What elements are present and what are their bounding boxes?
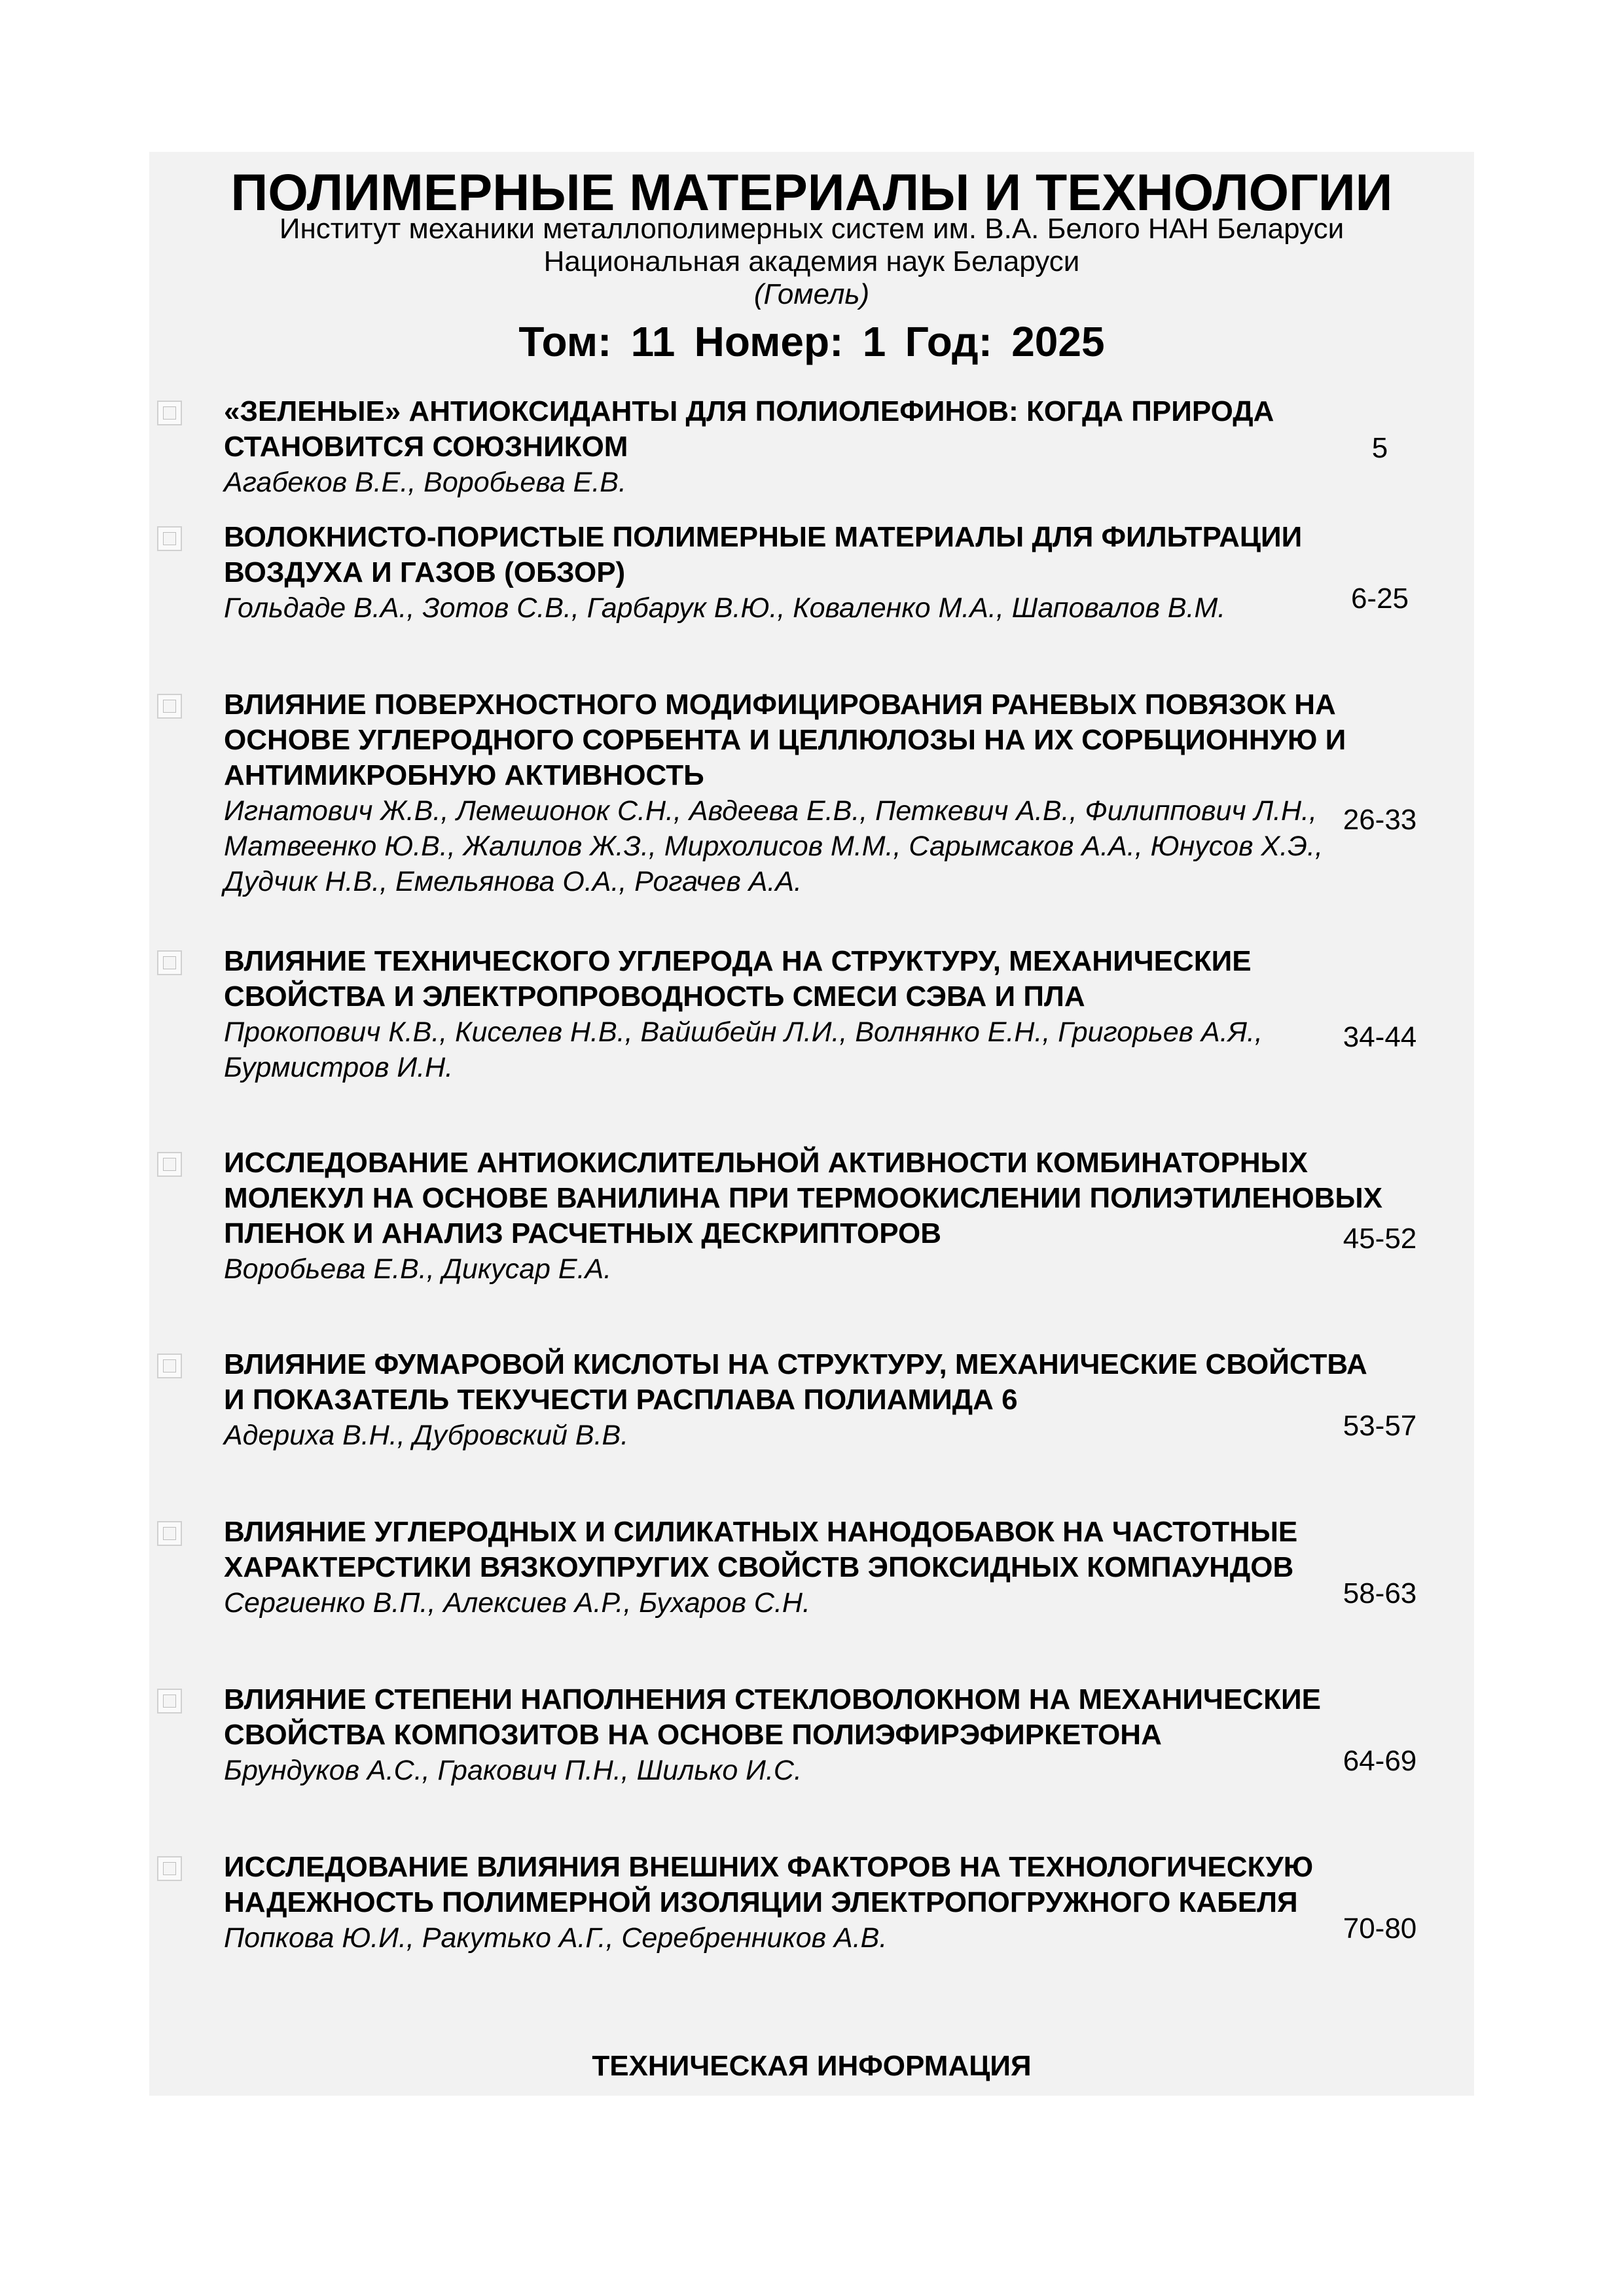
checkbox-icon (163, 1158, 176, 1171)
article-authors: Сергиенко В.П., Алексиев А.Р., Бухаров С.Н. (224, 1587, 810, 1619)
article-authors: Адериха В.Н., Дубровский В.В. (224, 1420, 629, 1451)
checkbox-icon (163, 406, 176, 420)
article-title[interactable]: ВЛИЯНИЕ ПОВЕРХНОСТНОГО МОДИФИЦИРОВАНИЯ РАНЕВЫХ ПОВЯЗОК НА ОСНОВЕ УГЛЕРОДНОГО СОРБЕНТА И ЦЕЛЛЮЛОЗЫ НА ИХ СОРБЦИОННУЮ И АНТИМИКРОБНУЮ АКТИВНОСТЬ (224, 689, 1346, 791)
article-authors: Прокопович К.В., Киселев Н.В., Вайшбейн Л.И., Волнянко Е.Н., Григорьев А.Я., Бурмистров И.Н. (224, 1016, 1263, 1083)
article-authors: Воробьева Е.В., Дикусар Е.А. (224, 1253, 612, 1285)
article-authors: Брундуков А.С., Гракович П.Н., Шилько И.С. (224, 1755, 802, 1786)
article-title[interactable]: ИССЛЕДОВАНИЕ АНТИОКИСЛИТЕЛЬНОЙ АКТИВНОСТИ КОМБИНАТОРНЫХ МОЛЕКУЛ НА ОСНОВЕ ВАНИЛИНА ПРИ ТЕРМООКИСЛЕНИИ ПОЛИЭТИЛЕНОВЫХ ПЛЕНОК И АНАЛИЗ РАСЧЕТНЫХ ДЕСКРИПТОРОВ (224, 1147, 1382, 1249)
article-title[interactable]: ВЛИЯНИЕ СТЕПЕНИ НАПОЛНЕНИЯ СТЕКЛОВОЛОКНОМ НА МЕХАНИЧЕСКИЕ СВОЙСТВА КОМПОЗИТОВ НА ОСНОВЕ ПОЛИЭФИРЭФИРКЕТОНА (224, 1683, 1321, 1751)
article-checkbox[interactable] (157, 1354, 182, 1378)
issue-line: Том: 11 Номер: 1 Год: 2025 (518, 318, 1105, 365)
article-pages: 6-25 (1350, 583, 1409, 615)
article-checkbox[interactable] (157, 1152, 182, 1177)
article-pages: 5 (1371, 432, 1388, 464)
article-checkbox[interactable] (157, 1521, 182, 1546)
journal-title: ПОЛИМЕРНЫЕ МАТЕРИАЛЫ И ТЕХНОЛОГИИ (230, 163, 1393, 221)
article-pages: 26-33 (1343, 804, 1417, 836)
checkbox-icon (163, 1527, 176, 1540)
article-checkbox[interactable] (157, 401, 182, 425)
contents-panel (149, 152, 1474, 2096)
article-pages: 53-57 (1343, 1410, 1417, 1442)
checkbox-icon (163, 956, 176, 969)
article-checkbox[interactable] (157, 526, 182, 551)
article-authors: Агабеков В.Е., Воробьева Е.В. (224, 467, 626, 498)
section-heading: ТЕХНИЧЕСКАЯ ИНФОРМАЦИЯ (592, 2050, 1032, 2082)
city-name: (Гомель) (753, 278, 870, 310)
article-checkbox[interactable] (157, 1689, 182, 1713)
institute-name: Институт механики металлополимерных систем им. В.А. Белого НАН Беларуси (279, 213, 1344, 245)
article-pages: 64-69 (1343, 1745, 1417, 1777)
checkbox-icon (163, 700, 176, 713)
article-authors: Гольдаде В.А., Зотов С.В., Гарбарук В.Ю., Коваленко М.А., Шаповалов В.М. (224, 592, 1226, 624)
article-authors: Попкова Ю.И., Ракутько А.Г., Серебренников А.В. (224, 1922, 888, 1954)
checkbox-icon (163, 1359, 176, 1372)
article-title[interactable]: ИССЛЕДОВАНИЕ ВЛИЯНИЯ ВНЕШНИХ ФАКТОРОВ НА ТЕХНОЛОГИЧЕСКУЮ НАДЕЖНОСТЬ ПОЛИМЕРНОЙ ИЗОЛЯЦИИ ЭЛЕКТРОПОГРУЖНОГО КАБЕЛЯ (224, 1851, 1314, 1918)
checkbox-icon (163, 1695, 176, 1708)
checkbox-icon (163, 1862, 176, 1875)
article-pages: 58-63 (1343, 1577, 1417, 1609)
academy-name: Национальная академия наук Беларуси (543, 245, 1080, 278)
article-pages: 70-80 (1343, 1912, 1417, 1945)
article-title[interactable]: ВЛИЯНИЕ УГЛЕРОДНЫХ И СИЛИКАТНЫХ НАНОДОБАВОК НА ЧАСТОТНЫЕ ХАРАКТЕРСТИКИ ВЯЗКОУПРУГИХ СВОЙСТВ ЭПОКСИДНЫХ КОМПАУНДОВ (224, 1516, 1298, 1583)
article-checkbox[interactable] (157, 950, 182, 975)
checkbox-icon (163, 532, 176, 545)
article-title[interactable]: ВЛИЯНИЕ ФУМАРОВОЙ КИСЛОТЫ НА СТРУКТУРУ, МЕХАНИЧЕСКИЕ СВОЙСТВА И ПОКАЗАТЕЛЬ ТЕКУЧЕСТИ РАСПЛАВА ПОЛИАМИДА 6 (224, 1348, 1367, 1416)
article-checkbox[interactable] (157, 1856, 182, 1881)
article-authors: Игнатович Ж.В., Лемешонок С.Н., Авдеева Е.В., Петкевич А.В., Филиппович Л.Н., Матвеенко Ю.В., Жалилов Ж.З., Мирхолисов М.М., Сарымсаков А.А., Юнусов Х.Э., Дудчик Н.В., Емельянова О.А., Рогачев А.А. (224, 795, 1323, 897)
article-pages: 45-52 (1343, 1223, 1417, 1255)
article-pages: 34-44 (1343, 1021, 1417, 1053)
article-title[interactable]: ВЛИЯНИЕ ТЕХНИЧЕСКОГО УГЛЕРОДА НА СТРУКТУРУ, МЕХАНИЧЕСКИЕ СВОЙСТВА И ЭЛЕКТРОПРОВОДНОСТЬ СМЕСИ СЭВА И ПЛА (224, 945, 1252, 1013)
article-title[interactable]: «ЗЕЛЕНЫЕ» АНТИОКСИДАНТЫ ДЛЯ ПОЛИОЛЕФИНОВ: КОГДА ПРИРОДА СТАНОВИТСЯ СОЮЗНИКОМ (224, 395, 1274, 463)
article-title[interactable]: ВОЛОКНИСТО-ПОРИСТЫЕ ПОЛИМЕРНЫЕ МАТЕРИАЛЫ ДЛЯ ФИЛЬТРАЦИИ ВОЗДУХА И ГАЗОВ (ОБЗОР) (224, 521, 1303, 588)
article-checkbox[interactable] (157, 694, 182, 719)
